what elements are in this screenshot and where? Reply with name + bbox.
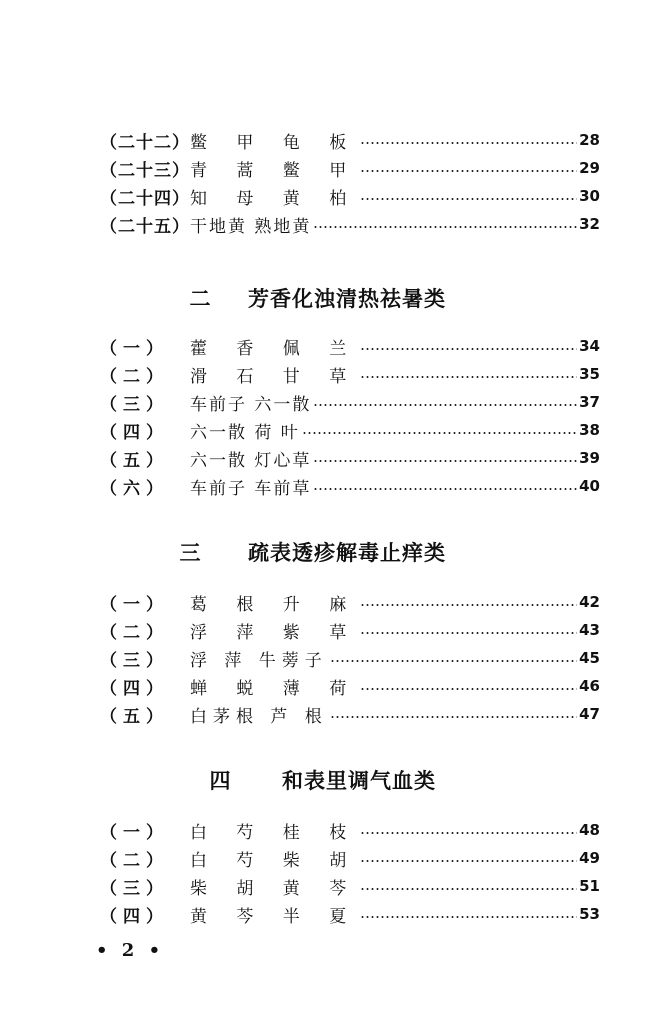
dot-leader (360, 888, 577, 890)
entry-page: 28 (579, 131, 600, 149)
dot-leader (313, 488, 577, 490)
toc-entry (100, 846, 600, 870)
section-number: 二 (189, 286, 211, 311)
entry-title: 车前子 车前草 (190, 478, 312, 499)
toc-entry (100, 902, 600, 926)
dot-leader (360, 198, 577, 200)
dot-leader (313, 226, 577, 228)
entry-number: （五） (100, 706, 169, 727)
dot-leader (330, 716, 577, 718)
toc-entry (100, 128, 600, 152)
entry-page: 29 (579, 159, 600, 177)
entry-title: 黄 芩 半 夏 (190, 906, 359, 927)
dot-leader (360, 832, 577, 834)
dot-leader (360, 916, 577, 918)
dot-leader (302, 432, 577, 434)
dot-leader (360, 860, 577, 862)
entry-number: （二十二） (100, 132, 190, 153)
page-number-footer: • 2 • (96, 940, 165, 961)
entry-page: 30 (579, 187, 600, 205)
dot-leader (360, 688, 577, 690)
entry-title: 滑 石 甘 草 (190, 366, 359, 387)
section-title: 芳香化浊清热祛暑类 (248, 286, 446, 311)
section-heading (0, 764, 646, 796)
dot-leader (313, 460, 577, 462)
toc-entry (100, 674, 600, 698)
toc-entry (100, 474, 600, 498)
entry-page: 49 (579, 849, 600, 867)
entry-title: 蝉 蜕 薄 荷 (190, 678, 359, 699)
entry-title: 车前子 六一散 (190, 394, 312, 415)
entry-title: 干地黄 熟地黄 (190, 216, 312, 237)
toc-entry (100, 590, 600, 614)
entry-number: （二十五） (100, 216, 190, 237)
entry-page: 53 (579, 905, 600, 923)
entry-number: （二十三） (100, 160, 190, 181)
toc-entry (100, 334, 600, 358)
entry-page: 46 (579, 677, 600, 695)
entry-page: 40 (579, 477, 600, 495)
entry-number: （一） (100, 338, 169, 359)
entry-page: 48 (579, 821, 600, 839)
entry-number: （三） (100, 394, 169, 415)
entry-title: 鳖 甲 龟 板 (190, 132, 359, 153)
toc-entry (100, 418, 600, 442)
dot-leader (360, 376, 577, 378)
section-title: 和表里调气血类 (282, 768, 436, 793)
toc-entry (100, 818, 600, 842)
entry-page: 32 (579, 215, 600, 233)
dot-leader (330, 660, 577, 662)
section-number: 四 (209, 768, 231, 793)
entry-title: 柴 胡 黄 芩 (190, 878, 359, 899)
entry-number: （一） (100, 594, 169, 615)
entry-title: 六一散 荷 叶 (190, 422, 300, 443)
entry-number: （五） (100, 450, 169, 471)
toc-entry (100, 212, 600, 236)
toc-entry (100, 156, 600, 180)
toc-entry (100, 390, 600, 414)
dot-leader (360, 142, 577, 144)
entry-number: （四） (100, 906, 169, 927)
toc-entry (100, 446, 600, 470)
entry-title: 葛 根 升 麻 (190, 594, 359, 615)
entry-number: （二） (100, 366, 169, 387)
entry-number: （二） (100, 850, 169, 871)
toc-entry (100, 702, 600, 726)
section-heading (0, 536, 646, 568)
toc-entry (100, 618, 600, 642)
dot-leader (360, 632, 577, 634)
entry-number: （一） (100, 822, 169, 843)
entry-number: （四） (100, 422, 169, 443)
entry-title: 白 芍 柴 胡 (190, 850, 359, 871)
entry-page: 51 (579, 877, 600, 895)
entry-title: 白 芍 桂 枝 (190, 822, 359, 843)
dot-leader (360, 604, 577, 606)
entry-title: 知 母 黄 柏 (190, 188, 359, 209)
section-number: 三 (179, 540, 201, 565)
entry-title: 藿 香 佩 兰 (190, 338, 359, 359)
entry-page: 34 (579, 337, 600, 355)
toc-entry (100, 874, 600, 898)
dot-leader (360, 348, 577, 350)
entry-number: （二十四） (100, 188, 190, 209)
entry-page: 37 (579, 393, 600, 411)
dot-leader (360, 170, 577, 172)
entry-title: 六一散 灯心草 (190, 450, 312, 471)
entry-title: 青 蒿 鳖 甲 (190, 160, 359, 181)
entry-page: 39 (579, 449, 600, 467)
entry-title: 浮 萍 牛蒡子 (190, 650, 328, 671)
entry-number: （六） (100, 478, 169, 499)
entry-number: （三） (100, 650, 169, 671)
entry-number: （三） (100, 878, 169, 899)
entry-page: 45 (579, 649, 600, 667)
section-title: 疏表透疹解毒止痒类 (248, 540, 446, 565)
entry-number: （二） (100, 622, 169, 643)
entry-number: （四） (100, 678, 169, 699)
entry-page: 42 (579, 593, 600, 611)
toc-entry (100, 646, 600, 670)
entry-title: 浮 萍 紫 草 (190, 622, 359, 643)
section-heading (0, 282, 646, 314)
entry-page: 43 (579, 621, 600, 639)
entry-page: 47 (579, 705, 600, 723)
toc-entry (100, 362, 600, 386)
entry-title: 白茅根 芦 根 (190, 706, 328, 727)
entry-page: 35 (579, 365, 600, 383)
toc-entry (100, 184, 600, 208)
dot-leader (313, 404, 577, 406)
entry-page: 38 (579, 421, 600, 439)
